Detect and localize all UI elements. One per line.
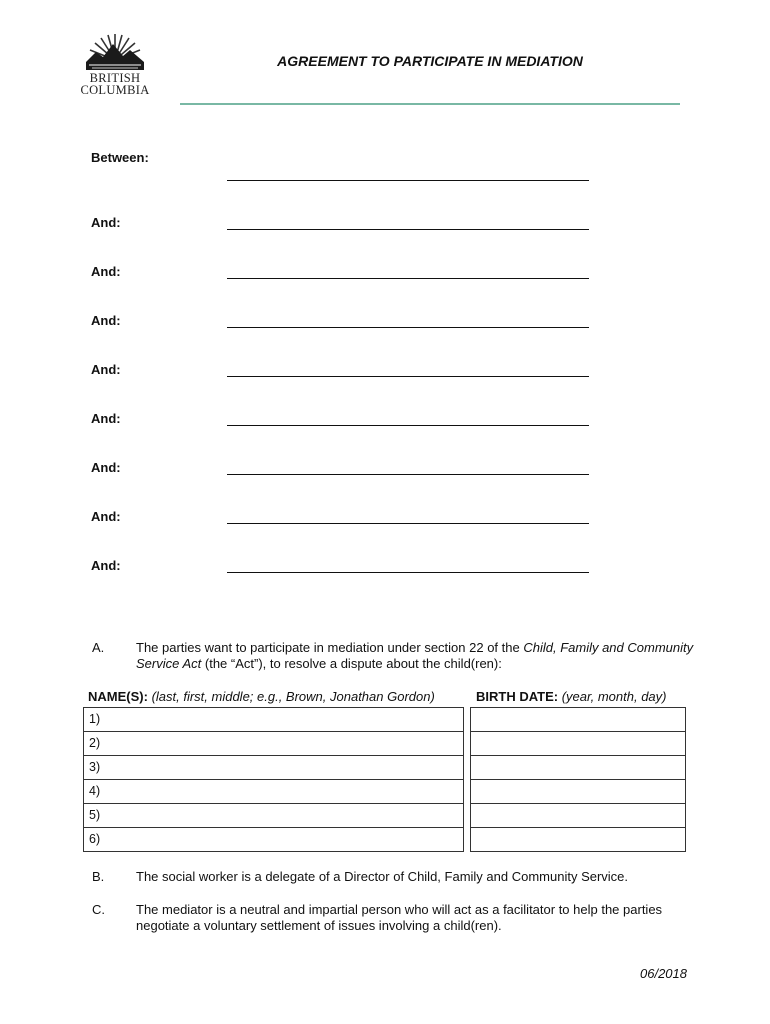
party-line-between[interactable] <box>227 180 589 181</box>
child-name-cell-1[interactable]: 1) <box>83 707 464 732</box>
child-birthdate-cell-1[interactable] <box>470 707 686 732</box>
child-name-cell-3[interactable]: 3) <box>83 755 464 780</box>
bc-sun-mountain-icon <box>86 32 144 72</box>
party-label-and-3: And: <box>91 313 121 328</box>
section-b-text: The social worker is a delegate of a Director of Child, Family and Community Service. <box>136 869 629 884</box>
party-label-and-6: And: <box>91 460 121 475</box>
child-name-cell-5[interactable]: 5) <box>83 803 464 828</box>
logo-line-columbia: COLUMBIA <box>80 83 150 97</box>
act-name: Child, Family and Community Service Act <box>136 640 694 671</box>
party-line-and-6[interactable] <box>227 474 589 475</box>
party-label-and-5: And: <box>91 411 121 426</box>
party-line-and-7[interactable] <box>227 523 589 524</box>
child-birthdate-cell-2[interactable] <box>470 731 686 756</box>
party-label-and-7: And: <box>91 509 121 524</box>
child-birthdate-cell-3[interactable] <box>470 755 686 780</box>
party-line-and-2[interactable] <box>227 278 589 279</box>
party-line-and-8[interactable] <box>227 572 589 573</box>
child-birthdate-cell-4[interactable] <box>470 779 686 804</box>
party-label-and-4: And: <box>91 362 121 377</box>
section-b-letter: B. <box>92 869 105 884</box>
name-column-header: NAME(S): (last, first, middle; e.g., Brown, Jonathan Gordon) <box>88 689 435 704</box>
section-c-letter: C. <box>92 902 105 917</box>
document-title: AGREEMENT TO PARTICIPATE IN MEDIATION <box>277 53 583 69</box>
form-date-code: 06/2018 <box>640 966 687 981</box>
party-label-and-2: And: <box>91 264 121 279</box>
child-name-cell-2[interactable]: 2) <box>83 731 464 756</box>
party-line-and-1[interactable] <box>227 229 589 230</box>
child-birthdate-cell-6[interactable] <box>470 827 686 852</box>
title-divider <box>180 103 680 105</box>
party-label-and-1: And: <box>91 215 121 230</box>
party-label-and-8: And: <box>91 558 121 573</box>
child-name-cell-4[interactable]: 4) <box>83 779 464 804</box>
birthdate-column-header: BIRTH DATE: (year, month, day) <box>476 689 667 704</box>
party-line-and-4[interactable] <box>227 376 589 377</box>
bc-logo <box>78 32 152 98</box>
section-a-letter: A. <box>92 640 105 655</box>
party-line-and-5[interactable] <box>227 425 589 426</box>
child-birthdate-cell-5[interactable] <box>470 803 686 828</box>
section-a-text: The parties want to participate in mediation under section 22 of the Child, Family and Community Service Act (the “Act”), to resolve a dispute about the child(ren): <box>136 640 694 671</box>
party-line-and-3[interactable] <box>227 327 589 328</box>
party-label-between: Between: <box>91 150 149 165</box>
child-name-cell-6[interactable]: 6) <box>83 827 464 852</box>
logo-line-british: BRITISH <box>89 71 141 85</box>
section-c-text: The mediator is a neutral and impartial person who will act as a facilitator to help the parties negotiate a voluntary settlement of issues involving a child(ren). <box>136 902 663 933</box>
